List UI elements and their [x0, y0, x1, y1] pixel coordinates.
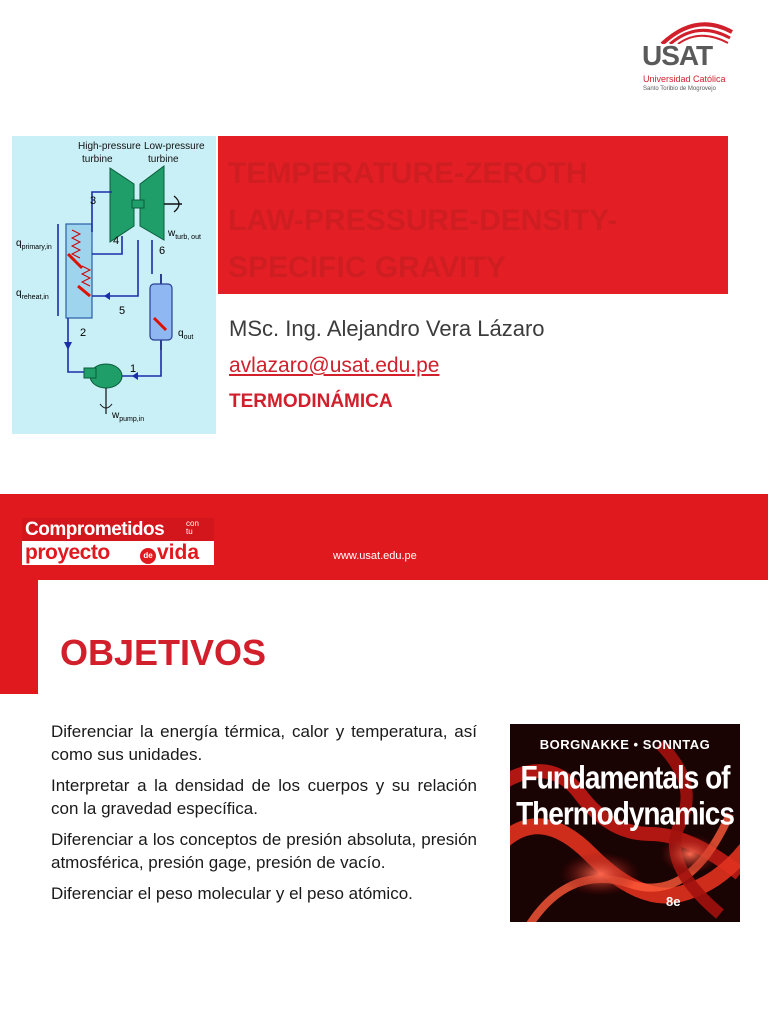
hp-turbine-shape: [110, 168, 134, 242]
state-1: 1: [130, 363, 137, 375]
book-title-line-2: Thermodynamics: [516, 795, 734, 832]
w-pump-label: w: [112, 410, 120, 421]
objectives-list: [51, 720, 477, 913]
title-line-3: SPECIFIC GRAVITY: [228, 251, 506, 284]
slogan-small-2: tu: [186, 527, 193, 536]
author-name: MSc. Ing. Alejandro Vera Lázaro: [229, 316, 545, 341]
w-pump-sub: pump,in: [119, 416, 145, 423]
w-turb-sub: turb, out: [175, 234, 201, 241]
logo-subtitle: Universidad Católica: [643, 74, 726, 84]
w-turb-label: w: [168, 228, 176, 239]
title-line-2: LAW-PRESSURE-DENSITY-: [228, 204, 618, 237]
q-primary-sub: primary,in: [21, 244, 52, 251]
svg-text:wturb, out: [167, 228, 201, 241]
lp-turbine-label-2: turbine: [148, 154, 179, 165]
slogan-small-1: con: [186, 519, 199, 528]
state-6: 6: [159, 245, 166, 257]
website-link[interactable]: www.usat.edu.pe: [333, 550, 417, 562]
objective-item: Interpretar a la densidad de los cuerpos y su relación con la gravedad específica.: [51, 776, 477, 818]
q-primary-label: q: [16, 238, 22, 249]
state-3: 3: [90, 195, 97, 207]
logo-name: USAT: [642, 40, 713, 71]
slogan-logo: [22, 518, 214, 565]
title-box: [218, 136, 728, 294]
book-cover: [510, 724, 740, 922]
slogan-line-1: Comprometidos: [25, 519, 165, 540]
svg-text:qout: [178, 328, 193, 341]
lp-turbine-label: Low-pressure: [144, 141, 205, 152]
rankine-reheat-cycle-diagram: [12, 136, 216, 434]
svg-text:qreheat,in: [16, 288, 49, 301]
slide-title: [228, 150, 728, 291]
state-4: 4: [113, 235, 120, 247]
q-out-sub: out: [183, 334, 194, 341]
objectives-title: OBJETIVOS: [60, 632, 267, 673]
logo-subtitle-small: Santo Toribio de Mogrovejo: [643, 86, 716, 92]
slogan-de-badge: de: [140, 548, 156, 564]
book-authors: BORGNAKKE • SONNTAG: [539, 737, 711, 752]
email-link[interactable]: avlazaro@usat.edu.pe: [229, 354, 440, 377]
book-title-line-1: Fundamentals of: [520, 759, 730, 796]
title-line-1: TEMPERATURE-ZEROTH: [228, 157, 588, 190]
q-reheat-sub: reheat,in: [21, 294, 49, 301]
condenser-shape: [150, 284, 172, 340]
q-reheat-label: q: [16, 288, 22, 299]
book-edition: 8e: [666, 894, 681, 909]
side-accent-bar: [0, 580, 38, 694]
objective-item: Diferenciar la energía térmica, calor y temperatura, así como sus unidades.: [51, 722, 477, 764]
course-name: TERMODINÁMICA: [229, 391, 393, 412]
hp-turbine-label: High-pressure: [78, 141, 141, 152]
objective-item: Diferenciar a los conceptos de presión absoluta, presión atmosférica, presión gage, presión de vacío.: [51, 830, 477, 872]
objective-item: Diferenciar el peso molecular y el peso atómico.: [51, 884, 413, 903]
state-2: 2: [80, 327, 87, 339]
usat-logo: [640, 18, 740, 98]
slogan-line-2b: vida: [157, 541, 200, 564]
svg-text:wpump,in: [111, 410, 144, 423]
q-out-label: q: [178, 328, 184, 339]
svg-text:qprimary,in: [16, 238, 52, 251]
state-5: 5: [119, 305, 126, 317]
slogan-small: [186, 520, 199, 536]
slogan-line-2a: proyecto: [25, 541, 110, 564]
hp-turbine-label-2: turbine: [82, 154, 113, 165]
